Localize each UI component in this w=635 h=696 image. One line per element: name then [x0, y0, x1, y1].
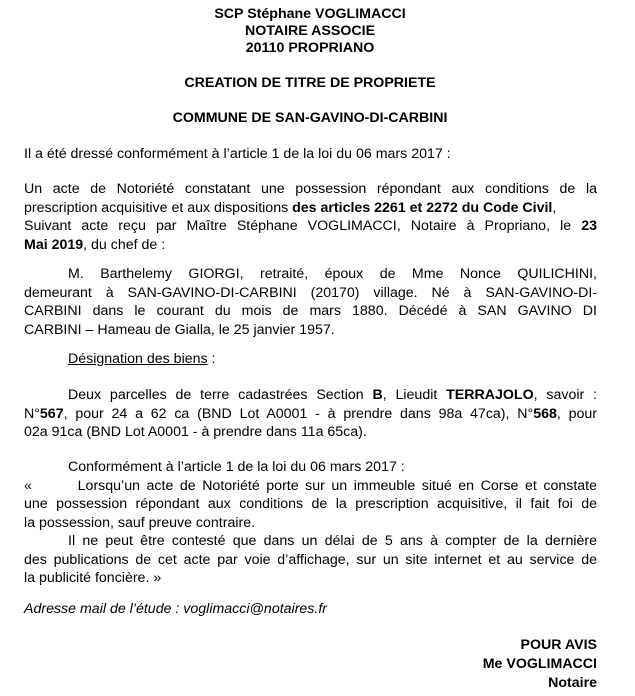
- acte-articles: des articles 2261 et 2272 du Code Civil: [292, 199, 553, 216]
- parcel-567: 567: [39, 405, 64, 422]
- office-address: 20110 PROPRIANO: [245, 40, 375, 56]
- signature-title: Notaire: [548, 675, 597, 691]
- commune-heading: COMMUNE DE SAN-GAVINO-DI-CARBINI: [172, 110, 448, 126]
- intro-paragraph: [24, 145, 597, 164]
- designation-label: Désignation des biens: [68, 351, 208, 367]
- intro-text: Il a été dressé conformément à l’article 1 de la loi du 06 mars 2017 :: [24, 146, 451, 162]
- parcelles-line-3: 02a 91ca (BND Lot A0001 - à prendre dans 11a 65ca).: [24, 424, 367, 440]
- parcel-568: 568: [533, 405, 557, 422]
- conformement-line-7: la publicité foncière. »: [24, 570, 162, 586]
- conformement-paragraph: [24, 458, 597, 588]
- office-role: NOTAIRE ASSOCIE: [244, 23, 376, 39]
- acte-line-2: prescription acquisitive et aux dispositions des articles 2261 et 2272 du Code Civil,: [24, 199, 557, 216]
- signature-pour-avis: POUR AVIS: [520, 637, 597, 653]
- person-line-2: demeurant à SAN-GAVINO-DI-CARBINI (20170) village. Né à SAN-GAVINO-DI-: [24, 284, 597, 301]
- designation-heading: Désignation des biens :: [68, 351, 216, 367]
- acte-month-year: Mai 2019: [24, 236, 84, 253]
- person-line-4: CARBINI – Hameau de Gialla, le 25 janvier 1957.: [24, 321, 335, 338]
- conformement-line-2: « Lorsqu’un acte de Notoriété porte sur un immeuble situé en Corse et constate: [24, 477, 597, 494]
- parcelles-paragraph: [24, 386, 597, 442]
- conformement-line-6: des publications de cet acte par voie d’affichage, sur un site internet et au service de: [24, 551, 597, 568]
- parcelles-line-1: Deux parcelles de terre cadastrées Section B, Lieudit TERRAJOLO, savoir :: [68, 387, 597, 403]
- signature-name: Me VOGLIMACCI: [482, 656, 597, 672]
- person-line-1: M. Barthelemy GIORGI, retraité, époux de Mme Nonce QUILICHINI,: [68, 266, 597, 282]
- person-paragraph: [24, 265, 597, 339]
- parcelles-line-2: N°567, pour 24 a 62 ca (BND Lot A0001 - à prendre dans 98a 47ca), N°568, pour: [24, 405, 597, 422]
- acte-day: 23: [581, 218, 597, 234]
- acte-paragraph: [24, 180, 597, 254]
- signature-block: [483, 636, 597, 693]
- document-title: CREATION DE TITRE DE PROPRIETE: [184, 75, 436, 91]
- lieudit: TERRAJOLO: [446, 387, 534, 403]
- email-line: [24, 600, 597, 619]
- acte-line-3: Suivant acte reçu par Maître Stéphane VOGLIMACCI, Notaire à Propriano, le 23: [24, 218, 597, 234]
- email-text: Adresse mail de l’étude : voglimacci@notaires.fr: [24, 601, 328, 617]
- acte-line-4: Mai 2019, du chef de :: [24, 236, 166, 253]
- person-line-3: CARBINI dans le courant du mois de mars 1880. Décédé à SAN GAVINO DI: [24, 303, 597, 319]
- conformement-line-3: une possession répondant aux conditions de la prescription acquisitive, il fait foi de: [24, 496, 597, 512]
- office-name: SCP Stéphane VOGLIMACCI: [214, 6, 406, 22]
- conformement-line-5: Il ne peut être contesté que dans un délai de 5 ans à compter de la dernière: [68, 533, 597, 549]
- conformement-line-4: la possession, sauf preuve contraire.: [24, 514, 256, 531]
- conformement-line-1: Conformément à l’article 1 de la loi du 06 mars 2017 :: [68, 459, 405, 475]
- acte-line-1: Un acte de Notoriété constatant une possession répondant aux conditions de la: [24, 181, 597, 197]
